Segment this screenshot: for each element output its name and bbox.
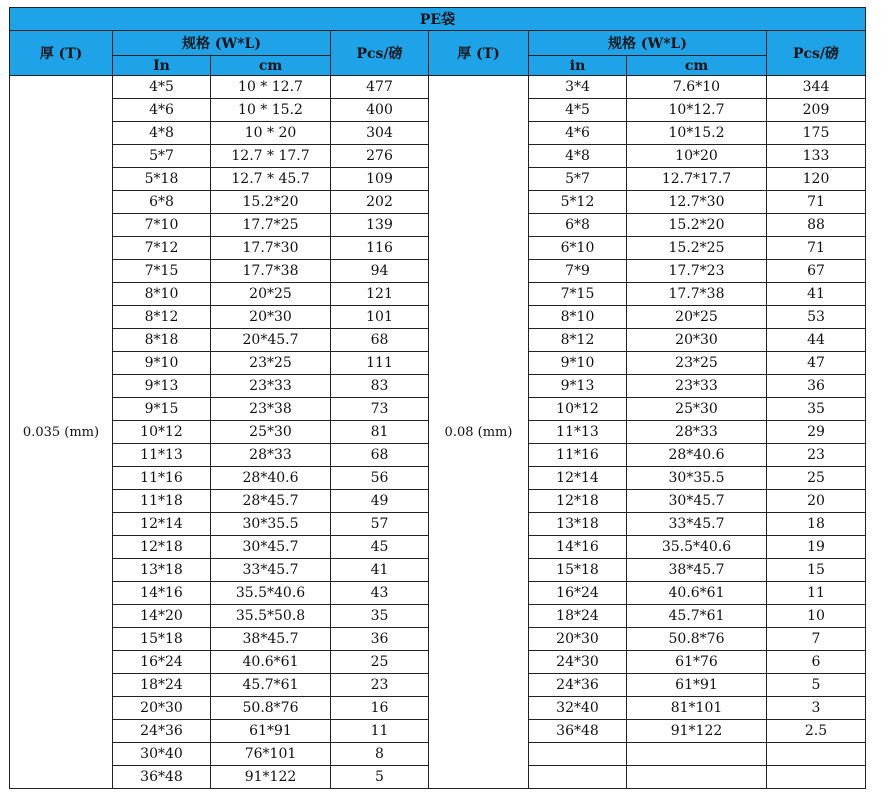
inch-size-cell: 7*12 — [113, 237, 211, 260]
pcs-per-lb-cell: 44 — [767, 329, 866, 352]
thickness-header-right: 厚 (T) — [429, 31, 529, 76]
inch-size-cell: 36*48 — [113, 766, 211, 789]
inch-size-cell: 5*7 — [529, 168, 627, 191]
inch-size-cell: 4*6 — [529, 122, 627, 145]
cm-size-cell: 20*30 — [211, 306, 331, 329]
pcs-per-lb-cell: 45 — [331, 536, 429, 559]
pcs-per-lb-cell: 3 — [767, 697, 866, 720]
empty-cell — [529, 766, 627, 789]
pcs-per-lb-cell: 101 — [331, 306, 429, 329]
pcs-per-lb-cell: 18 — [767, 513, 866, 536]
cm-size-cell: 15.2*20 — [627, 214, 767, 237]
pcs-per-lb-cell: 73 — [331, 398, 429, 421]
cm-size-cell: 61*91 — [627, 674, 767, 697]
pcs-per-lb-cell: 53 — [767, 306, 866, 329]
pcs-per-lb-cell: 400 — [331, 99, 429, 122]
spec-header-left: 规格 (W*L) — [113, 31, 331, 56]
cm-size-cell: 17.7*25 — [211, 214, 331, 237]
inch-size-cell: 12*18 — [529, 490, 627, 513]
inch-size-cell: 16*24 — [529, 582, 627, 605]
pcs-per-lb-cell: 35 — [331, 605, 429, 628]
pcs-per-lb-cell: 43 — [331, 582, 429, 605]
inch-size-cell: 15*18 — [113, 628, 211, 651]
pcs-per-lb-cell: 94 — [331, 260, 429, 283]
inch-size-cell: 32*40 — [529, 697, 627, 720]
inch-size-cell: 7*15 — [113, 260, 211, 283]
inch-size-cell: 9*10 — [529, 352, 627, 375]
pcs-per-lb-cell: 344 — [767, 76, 866, 99]
pe-bag-table-wrapper — [9, 7, 866, 789]
cm-size-cell: 17.7*38 — [627, 283, 767, 306]
inch-size-cell: 3*4 — [529, 76, 627, 99]
inch-size-cell: 12*14 — [113, 513, 211, 536]
cm-size-cell: 28*33 — [627, 421, 767, 444]
table-row — [10, 76, 866, 99]
empty-cell — [627, 743, 767, 766]
cm-size-cell: 20*25 — [627, 306, 767, 329]
inch-size-cell: 10*12 — [529, 398, 627, 421]
inch-size-cell: 9*13 — [529, 375, 627, 398]
pcs-per-lb-cell: 276 — [331, 145, 429, 168]
cm-size-cell: 30*35.5 — [211, 513, 331, 536]
inch-size-cell: 9*15 — [113, 398, 211, 421]
pcs-per-lb-cell: 6 — [767, 651, 866, 674]
inch-size-cell: 13*18 — [113, 559, 211, 582]
inch-size-cell: 11*16 — [529, 444, 627, 467]
inch-size-cell: 4*5 — [529, 99, 627, 122]
pcs-header-left: Pcs/磅 — [331, 31, 429, 76]
thickness-header-left: 厚 (T) — [10, 31, 113, 76]
pcs-per-lb-cell: 83 — [331, 375, 429, 398]
pcs-per-lb-cell: 11 — [331, 720, 429, 743]
cm-size-cell: 12.7*17.7 — [627, 168, 767, 191]
inch-size-cell: 4*6 — [113, 99, 211, 122]
inch-size-cell: 8*12 — [529, 329, 627, 352]
inch-size-cell: 12*14 — [529, 467, 627, 490]
pcs-per-lb-cell: 7 — [767, 628, 866, 651]
inch-size-cell: 15*18 — [529, 559, 627, 582]
cm-size-cell: 33*45.7 — [627, 513, 767, 536]
cm-size-cell: 38*45.7 — [627, 559, 767, 582]
inch-size-cell: 7*10 — [113, 214, 211, 237]
cm-size-cell: 7.6*10 — [627, 76, 767, 99]
pcs-per-lb-cell: 41 — [767, 283, 866, 306]
pcs-per-lb-cell: 5 — [767, 674, 866, 697]
cm-size-cell: 81*101 — [627, 697, 767, 720]
cm-size-cell: 35.5*40.6 — [627, 536, 767, 559]
cm-size-cell: 45.7*61 — [211, 674, 331, 697]
cm-size-cell: 28*40.6 — [211, 467, 331, 490]
inch-size-cell: 7*9 — [529, 260, 627, 283]
inch-size-cell: 8*18 — [113, 329, 211, 352]
pcs-per-lb-cell: 23 — [331, 674, 429, 697]
cm-size-cell: 28*33 — [211, 444, 331, 467]
pe-bag-spec-table — [9, 7, 866, 789]
pcs-per-lb-cell: 8 — [331, 743, 429, 766]
cm-size-cell: 12.7*30 — [627, 191, 767, 214]
cm-header-right: cm — [627, 56, 767, 76]
cm-size-cell: 28*40.6 — [627, 444, 767, 467]
inch-size-cell: 11*18 — [113, 490, 211, 513]
pcs-per-lb-cell: 120 — [767, 168, 866, 191]
cm-size-cell: 35.5*40.6 — [211, 582, 331, 605]
cm-size-cell: 25*30 — [211, 421, 331, 444]
cm-size-cell: 61*91 — [211, 720, 331, 743]
inch-size-cell: 20*30 — [529, 628, 627, 651]
cm-header-left: cm — [211, 56, 331, 76]
inch-size-cell: 8*10 — [529, 306, 627, 329]
cm-size-cell: 15.2*20 — [211, 191, 331, 214]
inch-size-cell: 8*12 — [113, 306, 211, 329]
cm-size-cell: 40.6*61 — [211, 651, 331, 674]
inch-size-cell: 18*24 — [113, 674, 211, 697]
cm-size-cell: 40.6*61 — [627, 582, 767, 605]
cm-size-cell: 17.7*23 — [627, 260, 767, 283]
inch-size-cell: 30*40 — [113, 743, 211, 766]
pcs-per-lb-cell: 68 — [331, 329, 429, 352]
empty-cell — [767, 766, 866, 789]
pcs-per-lb-cell: 23 — [767, 444, 866, 467]
inch-size-cell: 24*36 — [529, 674, 627, 697]
pcs-per-lb-cell: 71 — [767, 237, 866, 260]
pcs-per-lb-cell: 209 — [767, 99, 866, 122]
cm-size-cell: 10*15.2 — [627, 122, 767, 145]
thickness-cell-right: 0.08 (mm) — [429, 76, 529, 789]
cm-size-cell: 12.7 * 17.7 — [211, 145, 331, 168]
inch-header-right: in — [529, 56, 627, 76]
pcs-per-lb-cell: 67 — [767, 260, 866, 283]
pcs-per-lb-cell: 477 — [331, 76, 429, 99]
pcs-per-lb-cell: 36 — [767, 375, 866, 398]
pcs-per-lb-cell: 56 — [331, 467, 429, 490]
pcs-per-lb-cell: 25 — [331, 651, 429, 674]
inch-size-cell: 13*18 — [529, 513, 627, 536]
cm-size-cell: 91*122 — [627, 720, 767, 743]
inch-size-cell: 14*16 — [529, 536, 627, 559]
cm-size-cell: 23*25 — [627, 352, 767, 375]
pcs-per-lb-cell: 41 — [331, 559, 429, 582]
inch-size-cell: 11*13 — [113, 444, 211, 467]
pcs-per-lb-cell: 139 — [331, 214, 429, 237]
inch-size-cell: 6*10 — [529, 237, 627, 260]
empty-cell — [767, 743, 866, 766]
cm-size-cell: 17.7*38 — [211, 260, 331, 283]
pcs-per-lb-cell: 15 — [767, 559, 866, 582]
inch-size-cell: 14*20 — [113, 605, 211, 628]
inch-size-cell: 5*7 — [113, 145, 211, 168]
cm-size-cell: 33*45.7 — [211, 559, 331, 582]
inch-size-cell: 36*48 — [529, 720, 627, 743]
inch-size-cell: 24*36 — [113, 720, 211, 743]
cm-size-cell: 28*45.7 — [211, 490, 331, 513]
pcs-per-lb-cell: 49 — [331, 490, 429, 513]
cm-size-cell: 10 * 20 — [211, 122, 331, 145]
cm-size-cell: 23*38 — [211, 398, 331, 421]
inch-size-cell: 16*24 — [113, 651, 211, 674]
cm-size-cell: 10*12.7 — [627, 99, 767, 122]
cm-size-cell: 10 * 12.7 — [211, 76, 331, 99]
inch-size-cell: 14*16 — [113, 582, 211, 605]
cm-size-cell: 23*25 — [211, 352, 331, 375]
cm-size-cell: 61*76 — [627, 651, 767, 674]
pcs-per-lb-cell: 88 — [767, 214, 866, 237]
pcs-per-lb-cell: 35 — [767, 398, 866, 421]
cm-size-cell: 10 * 15.2 — [211, 99, 331, 122]
inch-size-cell: 5*12 — [529, 191, 627, 214]
inch-size-cell: 5*18 — [113, 168, 211, 191]
pcs-per-lb-cell: 10 — [767, 605, 866, 628]
inch-size-cell: 7*15 — [529, 283, 627, 306]
empty-cell — [627, 766, 767, 789]
spec-header-right: 规格 (W*L) — [529, 31, 767, 56]
pcs-per-lb-cell: 175 — [767, 122, 866, 145]
inch-size-cell: 20*30 — [113, 697, 211, 720]
inch-size-cell: 6*8 — [113, 191, 211, 214]
cm-size-cell: 30*35.5 — [627, 467, 767, 490]
cm-size-cell: 45.7*61 — [627, 605, 767, 628]
cm-size-cell: 38*45.7 — [211, 628, 331, 651]
cm-size-cell: 17.7*30 — [211, 237, 331, 260]
inch-size-cell: 12*18 — [113, 536, 211, 559]
cm-size-cell: 12.7 * 45.7 — [211, 168, 331, 191]
cm-size-cell: 91*122 — [211, 766, 331, 789]
cm-size-cell: 15.2*25 — [627, 237, 767, 260]
inch-size-cell: 11*16 — [113, 467, 211, 490]
cm-size-cell: 23*33 — [627, 375, 767, 398]
inch-size-cell: 4*5 — [113, 76, 211, 99]
cm-size-cell: 50.8*76 — [211, 697, 331, 720]
pcs-per-lb-cell: 121 — [331, 283, 429, 306]
cm-size-cell: 20*30 — [627, 329, 767, 352]
cm-size-cell: 50.8*76 — [627, 628, 767, 651]
pcs-per-lb-cell: 16 — [331, 697, 429, 720]
inch-size-cell: 4*8 — [113, 122, 211, 145]
inch-size-cell: 11*13 — [529, 421, 627, 444]
table-title: PE袋 — [10, 8, 866, 31]
pcs-per-lb-cell: 304 — [331, 122, 429, 145]
cm-size-cell: 20*25 — [211, 283, 331, 306]
inch-size-cell: 18*24 — [529, 605, 627, 628]
pcs-per-lb-cell: 20 — [767, 490, 866, 513]
pcs-per-lb-cell: 57 — [331, 513, 429, 536]
pcs-per-lb-cell: 116 — [331, 237, 429, 260]
pcs-per-lb-cell: 133 — [767, 145, 866, 168]
thickness-cell-left: 0.035 (mm) — [10, 76, 113, 789]
cm-size-cell: 35.5*50.8 — [211, 605, 331, 628]
pcs-header-right: Pcs/磅 — [767, 31, 866, 76]
inch-size-cell: 6*8 — [529, 214, 627, 237]
cm-size-cell: 25*30 — [627, 398, 767, 421]
pcs-per-lb-cell: 29 — [767, 421, 866, 444]
inch-size-cell: 8*10 — [113, 283, 211, 306]
inch-size-cell: 4*8 — [529, 145, 627, 168]
inch-size-cell: 9*10 — [113, 352, 211, 375]
inch-size-cell: 10*12 — [113, 421, 211, 444]
pcs-per-lb-cell: 5 — [331, 766, 429, 789]
pcs-per-lb-cell: 2.5 — [767, 720, 866, 743]
pcs-per-lb-cell: 47 — [767, 352, 866, 375]
pcs-per-lb-cell: 68 — [331, 444, 429, 467]
pcs-per-lb-cell: 36 — [331, 628, 429, 651]
pcs-per-lb-cell: 109 — [331, 168, 429, 191]
inch-size-cell: 9*13 — [113, 375, 211, 398]
pcs-per-lb-cell: 19 — [767, 536, 866, 559]
cm-size-cell: 23*33 — [211, 375, 331, 398]
pcs-per-lb-cell: 71 — [767, 191, 866, 214]
pcs-per-lb-cell: 111 — [331, 352, 429, 375]
cm-size-cell: 76*101 — [211, 743, 331, 766]
pcs-per-lb-cell: 202 — [331, 191, 429, 214]
pcs-per-lb-cell: 25 — [767, 467, 866, 490]
cm-size-cell: 30*45.7 — [627, 490, 767, 513]
inch-size-cell: 24*30 — [529, 651, 627, 674]
pcs-per-lb-cell: 81 — [331, 421, 429, 444]
inch-header-left: In — [113, 56, 211, 76]
cm-size-cell: 20*45.7 — [211, 329, 331, 352]
cm-size-cell: 30*45.7 — [211, 536, 331, 559]
cm-size-cell: 10*20 — [627, 145, 767, 168]
empty-cell — [529, 743, 627, 766]
pcs-per-lb-cell: 11 — [767, 582, 866, 605]
